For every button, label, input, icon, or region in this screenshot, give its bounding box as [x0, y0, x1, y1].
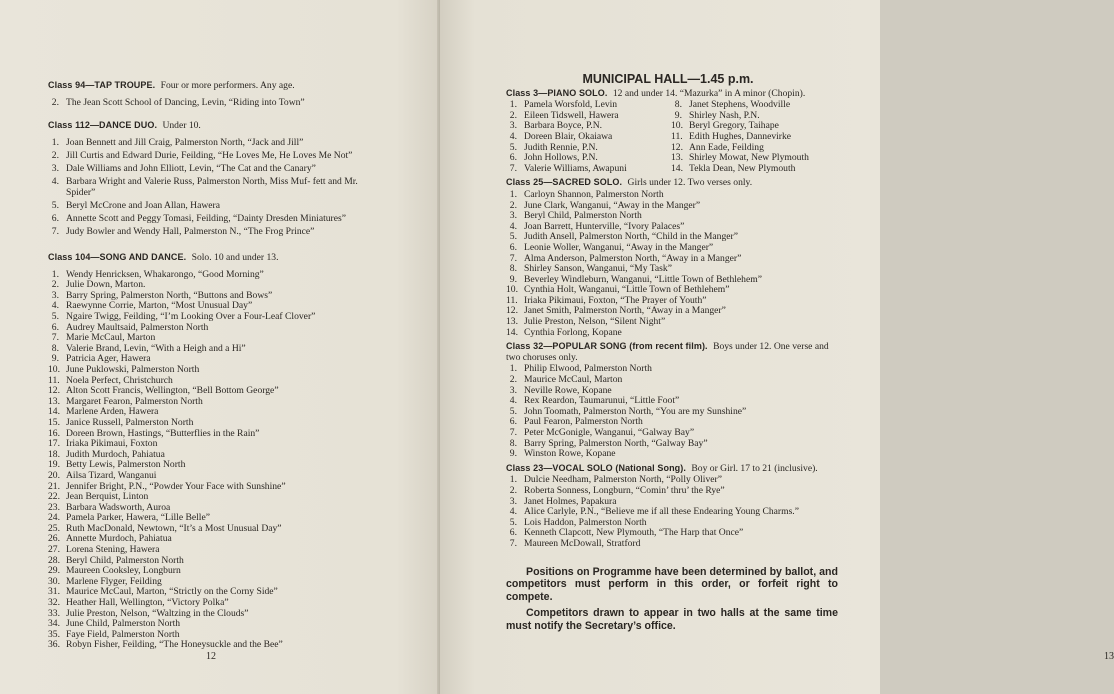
entry-text: Ailsa Tizard, Wanganui [66, 469, 157, 481]
class-heading [506, 177, 836, 189]
piano-entries [506, 100, 836, 174]
list-item [506, 328, 836, 339]
entry-number: 4. [509, 130, 517, 142]
entry-number: 1. [509, 99, 517, 111]
entry-text: Rex Reardon, Taumarunui, “Little Foot” [524, 395, 680, 407]
entry-number: 10. [671, 120, 683, 132]
entry-number: 15. [48, 416, 60, 428]
entry-text: Beryl Child, Palmerston North [524, 210, 642, 222]
entry-number: 12. [506, 305, 518, 317]
class-title: Class 94—TAP TROUPE. [48, 80, 156, 90]
list-item: 5. Beryl McCrone and Joan Allan, Hawera [51, 199, 220, 211]
entry-number: 1. [509, 363, 517, 375]
entry-text: Iriaka Pikimaui, Foxton [66, 438, 158, 450]
entry-number: 12. [48, 385, 60, 397]
page-number: 12 [206, 651, 216, 662]
list-item [671, 164, 836, 175]
entry-text: Roberta Sonness, Longburn, “Comin’ thru’ the Rye” [524, 484, 725, 496]
notice-two-halls: Competitors drawn to appear in two halls at the same time must notify the Secretary’s office. [506, 607, 838, 632]
entry-text: Tekla Dean, New Plymouth [689, 162, 796, 174]
entry-text: Neville Rowe, Kopane [524, 384, 612, 396]
entry-number: 9. [51, 353, 59, 365]
entry-text: Doreen Blair, Okaiawa [524, 130, 613, 142]
entry-number: 31. [48, 586, 60, 598]
entry-text: Janice Russell, Palmerston North [66, 416, 194, 428]
entry-text: Shirley Sanson, Wanganui, “My Task” [524, 263, 672, 275]
entry-number: 5. [509, 141, 517, 153]
entry-number: 2. [509, 484, 517, 496]
class-description: Under 10. [162, 120, 201, 132]
entry-text: John Toomath, Palmerston North, “You are my Sunshine” [524, 405, 747, 417]
list-item: 4. Barbara Wright and Valerie Russ, Palmerston North, Miss Muf- fett and Mr. Spider” [51, 176, 358, 198]
entry-number: 33. [48, 607, 60, 619]
entry-text: Beverley Windleburn, Wanganui, “Little Town of Bethlehem” [524, 273, 762, 285]
entry-number: 27. [48, 544, 60, 556]
entry-number: 25. [48, 522, 60, 534]
entry-number: 4. [509, 506, 517, 518]
entry-number: 3. [509, 210, 517, 222]
entry-number: 6. [51, 321, 59, 333]
class-title: Class 23—VOCAL SOLO (National Song). [506, 462, 686, 473]
programme-notice [506, 566, 838, 633]
entry-number: 30. [48, 575, 60, 587]
entry-number: 9. [509, 273, 517, 285]
entry-text: Valerie Williams, Awapuni [524, 162, 627, 174]
entry-number: 13. [671, 152, 683, 164]
entry-number: 34. [48, 618, 60, 630]
entry-number: 19. [48, 459, 60, 471]
entry-number: 14. [506, 326, 518, 338]
entry-text: Valerie Brand, Levin, “With a Heigh and a Hi” [66, 342, 246, 354]
class-heading [48, 120, 388, 132]
class-title: Class 32—POPULAR SONG (from recent film). [506, 341, 708, 352]
entry-text: Carloyn Shannon, Palmerston North [524, 188, 664, 200]
entry-number: 28. [48, 554, 60, 566]
list-item: 2. The Jean Scott School of Dancing, Levin, “Riding into Town” [51, 96, 305, 108]
class-description: Solo. 10 and under 13. [191, 252, 279, 264]
entry-text: Doreen Brown, Hastings, “Butterflies in the Rain” [66, 427, 260, 439]
class-description: Boy or Girl. 17 to 21 (inclusive). [691, 462, 818, 474]
entry-number: 11. [48, 374, 60, 386]
entry-number: 7. [51, 332, 59, 344]
entry-text: Shirley Nash, P.N. [689, 109, 760, 121]
entry-text: Barry Spring, Palmerston North, “Buttons and Bows” [66, 289, 273, 301]
entry-number: 4. [509, 395, 517, 407]
entry-number: 5. [509, 231, 517, 243]
entry-number: 9. [509, 448, 517, 460]
entry-number: 9. [674, 109, 682, 121]
entry-list [671, 100, 836, 174]
entry-number: 13. [48, 395, 60, 407]
entry-text: Alice Carlyle, P.N., “Believe me if all these Endearing Young Charms.” [524, 506, 799, 518]
entry-number: 6. [509, 241, 517, 253]
entry-number: 11. [506, 294, 518, 306]
entry-text: Heather Hall, Wellington, “Victory Polka” [66, 597, 229, 609]
entry-text: June Child, Palmerston North [66, 618, 181, 630]
entry-text: Barbara Wadsworth, Auroa [66, 501, 171, 513]
entry-number: 7. [509, 537, 517, 549]
entry-text: Shirley Mowat, New Plymouth [689, 152, 809, 164]
entry-number: 26. [48, 533, 60, 545]
entry-text: Julie Down, Marton. [66, 279, 146, 291]
entry-number: 10. [506, 284, 518, 296]
entry-number: 7. [509, 427, 517, 438]
class-description: 12 and under 14. “Mazurka” in A minor (Chopin). [612, 87, 806, 99]
entry-number: 24. [48, 512, 60, 524]
entry-text: Pamela Worsfold, Levin [524, 99, 618, 111]
list-item [506, 164, 671, 175]
entry-number: 8. [509, 263, 517, 275]
entry-text: Jennifer Bright, P.N., “Powder Your Face with Sunshine” [66, 480, 286, 492]
entry-list [48, 98, 388, 109]
entry-list [506, 364, 836, 459]
page-number: 13 [1104, 651, 1114, 662]
entry-text: Peter McGonigle, Wanganui, “Galway Bay” [524, 427, 695, 438]
entry-number: 3. [51, 289, 59, 301]
entry-text: Judith Ansell, Palmerston North, “Child in the Manger” [524, 231, 738, 243]
entry-text: Dulcie Needham, Palmerston North, “Polly Oliver” [524, 474, 722, 486]
entry-list [48, 270, 388, 651]
class-title: Class 3—PIANO SOLO. [506, 87, 608, 98]
entry-number: 21. [48, 480, 60, 492]
entry-number: 35. [48, 628, 60, 640]
list-item: 3. Dale Williams and John Elliott, Levin, “The Cat and the Canary” [51, 162, 316, 174]
entry-text: Wendy Henricksen, Whakarongo, “Good Morning” [66, 268, 264, 280]
notice-ballot: Positions on Programme have been determined by ballot, and competitors must perform in this order, or forfeit right to compete. [506, 565, 838, 603]
entry-text: Kenneth Clapcott, New Plymouth, “The Harp that Once” [524, 527, 744, 539]
entry-number: 23. [48, 501, 60, 513]
entry-number: 29. [48, 565, 60, 577]
list-item: 1. Joan Bennett and Jill Craig, Palmerston North, “Jack and Jill” [51, 136, 304, 148]
entry-text: Annette Murdoch, Pahiatua [66, 533, 172, 545]
entry-number: 6. [509, 152, 517, 164]
entry-text: Janet Smith, Palmerston North, “Away in a Manger” [524, 305, 726, 317]
class-title: Class 104—SONG AND DANCE. [48, 252, 187, 263]
entry-number: 16. [48, 427, 60, 439]
entry-text: Barbara Boyce, P.N. [524, 120, 603, 132]
entry-text: Robyn Fisher, Feilding, “The Honeysuckle and the Bee” [66, 639, 283, 651]
list-item [506, 449, 836, 460]
entry-text: Cynthia Holt, Wanganui, “Little Town of Bethlehem” [524, 284, 730, 296]
entry-text: Ann Eade, Feilding [689, 141, 764, 153]
entry-number: 4. [51, 300, 59, 312]
entry-text: Janet Stephens, Woodville [689, 99, 791, 111]
entry-number: 1. [509, 188, 517, 200]
class-heading [48, 80, 388, 92]
entry-text: Margaret Fearon, Palmerston North [66, 395, 203, 407]
class-heading [48, 252, 388, 264]
entry-text: Maureen Cooksley, Longburn [66, 565, 181, 577]
entry-text: Alma Anderson, Palmerston North, “Away in a Manger” [524, 252, 742, 264]
entry-text: Leonie Woller, Wanganui, “Away in the Manger” [524, 241, 714, 253]
entry-text: Iriaka Pikimaui, Foxton, “The Prayer of Youth” [524, 294, 707, 306]
entry-text: Maureen McDowall, Stratford [524, 537, 641, 549]
list-item: 7. Judy Bowler and Wendy Hall, Palmerston N., “The Frog Prince” [51, 225, 315, 237]
entry-text: Audrey Maultsaid, Palmerston North [66, 321, 209, 333]
class-description: Boys under 12. One verse and two choruses only. [506, 341, 829, 363]
entry-text: June Puklowski, Palmerston North [66, 363, 200, 375]
left-page-content [48, 80, 388, 651]
entry-text: Marie McCaul, Marton [66, 332, 156, 344]
entry-text: Pamela Parker, Hawera, “Lille Belle” [66, 512, 210, 524]
entry-number: 11. [671, 130, 683, 142]
entry-text: Paul Fearon, Palmerston North [524, 416, 643, 428]
entry-text: Julie Preston, Nelson, “Waltzing in the Clouds” [66, 607, 249, 619]
list-item: 2. Jill Curtis and Edward Durie, Feilding, “He Loves Me, He Loves Me Not” [51, 149, 353, 161]
entry-text: John Hollows, P.N. [524, 152, 598, 164]
list-item: 6. Annette Scott and Peggy Tomasi, Feilding, “Dainty Dresden Miniatures” [51, 212, 346, 224]
entry-text: Betty Lewis, Palmerston North [66, 459, 186, 471]
entry-text: Marlene Flyger, Feilding [66, 575, 162, 587]
entry-number: 14. [671, 162, 683, 174]
entry-text: Beryl Child, Palmerston North [66, 554, 184, 566]
entry-number: 5. [509, 405, 517, 417]
entry-text: Judith Rennie, P.N. [524, 141, 598, 153]
entry-text: Lois Haddon, Palmerston North [524, 516, 647, 528]
entry-number: 1. [509, 474, 517, 486]
entry-number: 2. [509, 374, 517, 386]
entry-text: Beryl Gregory, Taihape [689, 120, 779, 132]
entry-text: Alton Scott Francis, Wellington, “Bell Bottom George” [66, 385, 279, 397]
entry-number: 2. [51, 279, 59, 291]
entry-number: 5. [509, 516, 517, 528]
entry-list [506, 100, 671, 174]
entry-number: 8. [509, 437, 517, 449]
entry-number: 32. [48, 597, 60, 609]
entry-number: 14. [48, 406, 60, 418]
class-heading [506, 88, 836, 100]
entry-text: Noela Perfect, Christchurch [66, 374, 173, 386]
entry-number: 10. [48, 363, 60, 375]
entry-number: 4. [509, 220, 517, 232]
list-item [48, 640, 388, 651]
entry-number: 12. [671, 141, 683, 153]
entry-text: Judith Murdoch, Pahiatua [66, 448, 165, 460]
entry-list [506, 190, 836, 338]
entry-text: Marlene Arden, Hawera [66, 406, 159, 418]
entry-number: 7. [509, 252, 517, 264]
entry-text: Ngaire Twigg, Feilding, “I’m Looking Over a Four-Leaf Clover” [66, 311, 316, 322]
entry-text: Edith Hughes, Dannevirke [689, 130, 792, 142]
entry-text: Janet Holmes, Papakura [524, 495, 617, 507]
entry-text: Faye Field, Palmerston North [66, 628, 180, 640]
entry-text: Ruth MacDonald, Newtown, “It’s a Most Unusual Day” [66, 522, 282, 534]
entry-number: 20. [48, 469, 60, 481]
entry-number: 1. [51, 268, 59, 280]
entry-list [506, 475, 836, 549]
list-item [506, 539, 836, 550]
entry-number: 8. [674, 99, 682, 111]
entry-number: 2. [509, 109, 517, 121]
right-page-content [506, 74, 836, 636]
class-description: Girls under 12. Two verses only. [627, 177, 753, 189]
entry-text: Cynthia Forlong, Kopane [524, 326, 622, 338]
entry-number: 3. [509, 384, 517, 396]
entry-text: Jean Berquist, Linton [66, 491, 149, 503]
entry-number: 36. [48, 639, 60, 651]
left-page [0, 0, 440, 694]
entry-number: 3. [509, 120, 517, 132]
entry-text: Maurice McCaul, Marton [524, 374, 623, 386]
class-title: Class 112—DANCE DUO. [48, 120, 158, 131]
entry-text: June Clark, Wanganui, “Away in the Manger” [524, 199, 701, 211]
entry-text: Joan Barrett, Hunterville, “Ivory Palaces” [524, 220, 685, 232]
entry-text: Maurice McCaul, Marton, “Strictly on the Corny Side” [66, 586, 278, 598]
entry-number: 13. [506, 316, 518, 328]
entry-list [48, 138, 388, 238]
entry-number: 22. [48, 491, 60, 503]
entry-number: 7. [509, 162, 517, 174]
entry-text: Patricia Ager, Hawera [66, 353, 151, 365]
entry-text: Eileen Tidswell, Hawera [524, 109, 619, 121]
entry-number: 18. [48, 448, 60, 460]
entry-number: 17. [48, 438, 60, 450]
entry-number: 5. [51, 311, 59, 322]
entry-text: Barry Spring, Palmerston North, “Galway Bay” [524, 437, 708, 449]
class-description: Four or more performers. Any age. [160, 80, 295, 91]
entry-text: Winston Rowe, Kopane [524, 448, 616, 460]
hall-title: MUNICIPAL HALL—1.45 p.m. [582, 72, 754, 86]
entry-number: 2. [509, 199, 517, 211]
class-heading [506, 341, 836, 363]
entry-number: 3. [509, 495, 517, 507]
class-title: Class 25—SACRED SOLO. [506, 177, 623, 188]
entry-text: Philip Elwood, Palmerston North [524, 363, 652, 375]
entry-number: 8. [51, 342, 59, 354]
entry-text: Julie Preston, Nelson, “Silent Night” [524, 316, 666, 328]
entry-text: Lorena Stening, Hawera [66, 544, 160, 556]
class-heading [506, 463, 836, 475]
entry-number: 6. [509, 416, 517, 428]
entry-text: Raewynne Corrie, Marton, “Most Unusual Day” [66, 300, 253, 312]
entry-number: 6. [509, 527, 517, 539]
